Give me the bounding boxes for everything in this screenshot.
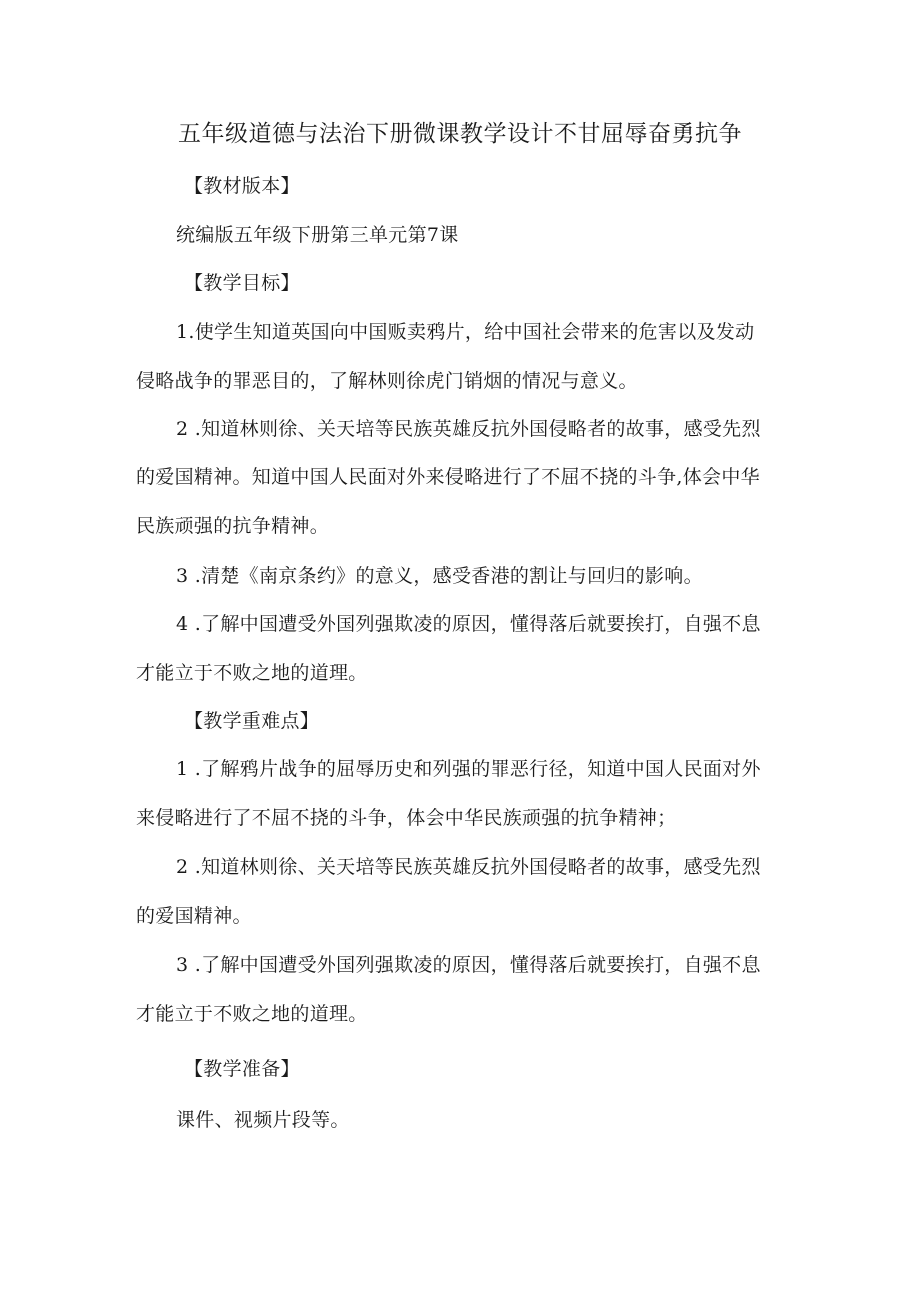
section-heading-objectives: 【教学目标】 (184, 272, 300, 294)
objective-4-line-1: 4 .了解中国遭受外国列强欺凌的原因，懂得落后就要挨打，自强不息 (176, 613, 761, 635)
objective-2-line-1: 2 .知道林则徐、关天培等民族英雄反抗外国侵略者的故事，感受先烈 (176, 418, 761, 440)
objective-1-line-2: 侵略战争的罪恶目的，了解林则徐虎门销烟的情况与意义。 (136, 370, 638, 392)
key-point-2-line-2: 的爱国精神。 (136, 905, 252, 927)
objective-2-line-2: 的爱国精神。知道中国人民面对外来侵略进行了不屈不挠的斗争,体会中华 (136, 466, 760, 488)
section-heading-edition: 【教材版本】 (184, 175, 300, 197)
section-heading-preparation: 【教学准备】 (184, 1058, 300, 1080)
key-point-2-line-1: 2 .知道林则徐、关天培等民族英雄反抗外国侵略者的故事，感受先烈 (176, 856, 761, 878)
section-heading-key-points: 【教学重难点】 (184, 710, 320, 732)
objective-3-line-1: 3 .清楚《南京条约》的意义，感受香港的割让与回归的影响。 (176, 565, 703, 587)
objective-4-line-2: 才能立于不败之地的道理。 (136, 662, 368, 684)
objective-1-line-1: 1.使学生知道英国向中国贩卖鸦片，给中国社会带来的危害以及发动 (176, 321, 755, 343)
key-point-1-line-2: 来侵略进行了不屈不挠的斗争，体会中华民族顽强的抗争精神； (136, 807, 677, 829)
key-point-1-line-1: 1 .了解鸦片战争的屈辱历史和列强的罪恶行径，知道中国人民面对外 (176, 758, 761, 780)
edition-text: 统编版五年级下册第三单元第7课 (176, 224, 459, 246)
objective-2-line-3: 民族顽强的抗争精神。 (136, 515, 330, 537)
document-title: 五年级道德与法治下册微课教学设计不甘屈辱奋勇抗争 (178, 121, 742, 147)
key-point-3-line-1: 3 .了解中国遭受外国列强欺凌的原因，懂得落后就要挨打，自强不息 (176, 954, 761, 976)
key-point-3-line-2: 才能立于不败之地的道理。 (136, 1003, 368, 1025)
preparation-text: 课件、视频片段等。 (176, 1109, 350, 1131)
